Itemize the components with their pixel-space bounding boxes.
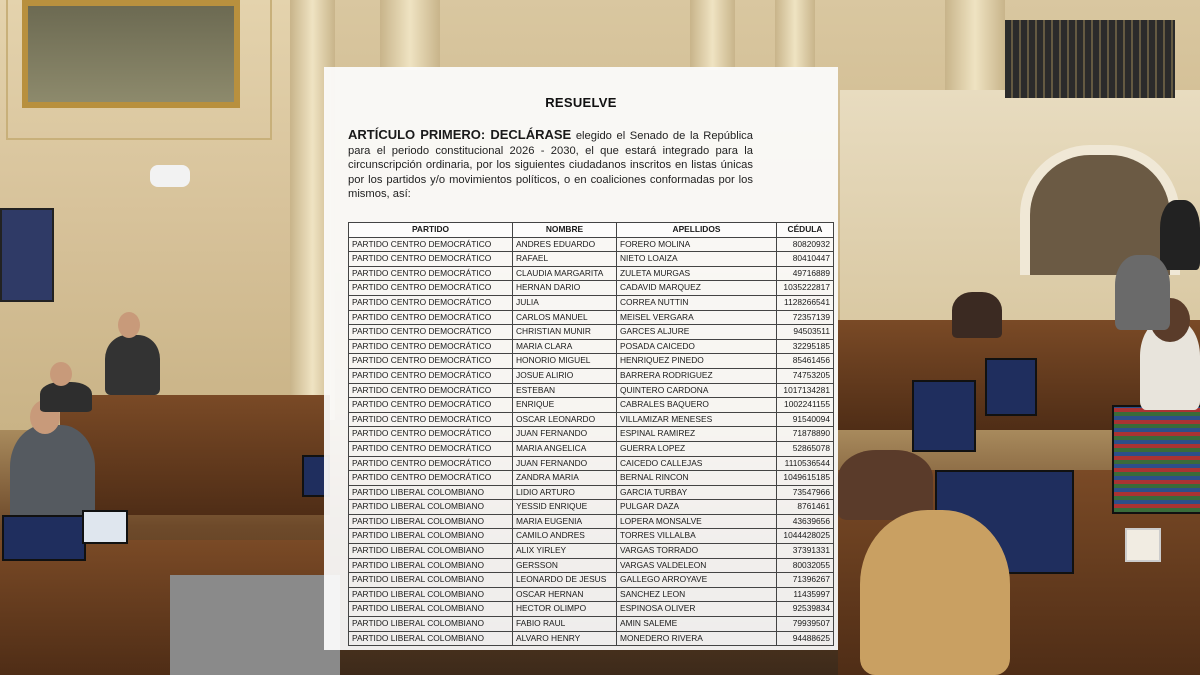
cell-cedula: 1110536544 [777,456,834,471]
cell-cedula: 1035222817 [777,281,834,296]
cell-partido: PARTIDO CENTRO DEMOCRÁTICO [349,237,513,252]
table-body [349,237,834,646]
cell-cedula: 94503511 [777,325,834,340]
cell-partido: PARTIDO CENTRO DEMOCRÁTICO [349,456,513,471]
cell-apellidos: BERNAL RINCON [617,471,777,486]
cell-cedula: 91540094 [777,412,834,427]
cell-apellidos: GALLEGO ARROYAVE [617,573,777,588]
wooden-desk [60,395,330,515]
cell-cedula: 72357139 [777,310,834,325]
table-row [349,252,834,267]
person [40,382,92,412]
cell-nombre: OSCAR LEONARDO [513,412,617,427]
table-row [349,325,834,340]
cell-apellidos: HENRIQUEZ PINEDO [617,354,777,369]
cell-cedula: 80820932 [777,237,834,252]
cell-apellidos: ESPINAL RAMIREZ [617,427,777,442]
cell-nombre: HERNAN DARIO [513,281,617,296]
cell-cedula: 1002241155 [777,398,834,413]
senators-table [348,222,834,646]
table-row [349,237,834,252]
table-header-row [349,223,834,238]
table-row [349,500,834,515]
security-camera [150,165,190,187]
cell-nombre: ENRIQUE [513,398,617,413]
cell-nombre: CLAUDIA MARGARITA [513,266,617,281]
cell-apellidos: GARCES ALJURE [617,325,777,340]
archway [1020,145,1180,275]
cell-nombre: JUAN FERNANDO [513,427,617,442]
cell-partido: PARTIDO CENTRO DEMOCRÁTICO [349,339,513,354]
cell-apellidos: NIETO LOAIZA [617,252,777,267]
cell-nombre: ESTEBAN [513,383,617,398]
cell-cedula: 43639656 [777,514,834,529]
cell-apellidos: GARCIA TURBAY [617,485,777,500]
cell-cedula: 52865078 [777,441,834,456]
cell-partido: PARTIDO LIBERAL COLOMBIANO [349,529,513,544]
table-row [349,587,834,602]
desk-monitor [2,515,86,561]
cell-apellidos: CORREA NUTTIN [617,295,777,310]
cell-partido: PARTIDO CENTRO DEMOCRÁTICO [349,441,513,456]
cell-nombre: HECTOR OLIMPO [513,602,617,617]
table-row [349,544,834,559]
cell-partido: PARTIDO LIBERAL COLOMBIANO [349,514,513,529]
table-row [349,368,834,383]
cell-partido: PARTIDO CENTRO DEMOCRÁTICO [349,427,513,442]
cell-partido: PARTIDO LIBERAL COLOMBIANO [349,587,513,602]
cell-partido: PARTIDO LIBERAL COLOMBIANO [349,500,513,515]
table-row [349,573,834,588]
person-head [118,312,140,338]
table-row [349,529,834,544]
person [1115,255,1170,330]
cell-partido: PARTIDO CENTRO DEMOCRÁTICO [349,325,513,340]
table-row [349,412,834,427]
cell-partido: PARTIDO LIBERAL COLOMBIANO [349,558,513,573]
cell-apellidos: POSADA CAICEDO [617,339,777,354]
cell-partido: PARTIDO LIBERAL COLOMBIANO [349,631,513,646]
cell-cedula: 32295185 [777,339,834,354]
cell-cedula: 37391331 [777,544,834,559]
cell-cedula: 1049615185 [777,471,834,486]
table-row [349,514,834,529]
desk-monitor [985,358,1037,416]
table-row [349,383,834,398]
cell-nombre: ANDRES EDUARDO [513,237,617,252]
cell-apellidos: QUINTERO CARDONA [617,383,777,398]
cell-partido: PARTIDO CENTRO DEMOCRÁTICO [349,252,513,267]
table-row [349,266,834,281]
person [860,510,1010,675]
cell-partido: PARTIDO LIBERAL COLOMBIANO [349,617,513,632]
cell-apellidos: CABRALES BAQUERO [617,398,777,413]
cell-partido: PARTIDO CENTRO DEMOCRÁTICO [349,398,513,413]
senators-table-container [348,222,833,646]
cell-cedula: 49716889 [777,266,834,281]
cell-nombre: LEONARDO DE JESUS [513,573,617,588]
cell-apellidos: VILLAMIZAR MENESES [617,412,777,427]
table-row [349,281,834,296]
cell-nombre: YESSID ENRIQUE [513,500,617,515]
table-row [349,558,834,573]
cell-nombre: JUAN FERNANDO [513,456,617,471]
cell-apellidos: VARGAS TORRADO [617,544,777,559]
cell-cedula: 8761461 [777,500,834,515]
header-nombre: NOMBRE [513,223,617,238]
table-row [349,339,834,354]
cell-apellidos: MEISEL VERGARA [617,310,777,325]
cell-apellidos: VARGAS VALDELEON [617,558,777,573]
table-row [349,310,834,325]
table-row [349,427,834,442]
cell-cedula: 71396267 [777,573,834,588]
cell-nombre: CHRISTIAN MUNIR [513,325,617,340]
balcony-railing [1005,20,1175,98]
cell-apellidos: MONEDERO RIVERA [617,631,777,646]
person [1160,200,1200,270]
person [105,335,160,395]
table-row [349,441,834,456]
cell-cedula: 94488625 [777,631,834,646]
cell-apellidos: LOPERA MONSALVE [617,514,777,529]
cell-apellidos: BARRERA RODRIGUEZ [617,368,777,383]
cell-apellidos: FORERO MOLINA [617,237,777,252]
cell-cedula: 80032055 [777,558,834,573]
table-row [349,295,834,310]
cell-cedula: 11435997 [777,587,834,602]
cell-cedula: 73547966 [777,485,834,500]
paper-cup [1125,528,1161,562]
table-row [349,485,834,500]
cell-partido: PARTIDO CENTRO DEMOCRÁTICO [349,412,513,427]
table-row [349,398,834,413]
cell-partido: PARTIDO LIBERAL COLOMBIANO [349,573,513,588]
cell-cedula: 92539834 [777,602,834,617]
cell-apellidos: ESPINOSA OLIVER [617,602,777,617]
cell-cedula: 85461456 [777,354,834,369]
cell-apellidos: PULGAR DAZA [617,500,777,515]
cell-nombre: JOSUE ALIRIO [513,368,617,383]
cell-partido: PARTIDO LIBERAL COLOMBIANO [349,544,513,559]
stone-column [690,0,735,70]
cell-cedula: 1128266541 [777,295,834,310]
person-head [50,362,72,386]
article-text: elegido el Senado de la República para el periodo constitucional 2026 - 2030, el que estará integrado para la circunscripción ordinaria, por los siguientes ciudadanos inscritos en listas únicas por los partidos y/o movimientos políticos, o en coaliciones conformadas por los mismos, así: [348,130,753,201]
cell-partido: PARTIDO LIBERAL COLOMBIANO [349,602,513,617]
article-paragraph [348,128,753,202]
cell-apellidos: SANCHEZ LEON [617,587,777,602]
cell-nombre: LIDIO ARTURO [513,485,617,500]
wall-painting [22,0,240,108]
cell-nombre: OSCAR HERNAN [513,587,617,602]
person [952,292,1002,338]
cell-partido: PARTIDO LIBERAL COLOMBIANO [349,485,513,500]
table-row [349,354,834,369]
desk-monitor [82,510,128,544]
cell-partido: PARTIDO CENTRO DEMOCRÁTICO [349,310,513,325]
resolution-document [324,67,838,650]
stone-column [380,0,440,70]
table-row [349,471,834,486]
cell-apellidos: CAICEDO CALLEJAS [617,456,777,471]
desk-monitor [1112,405,1200,514]
cell-partido: PARTIDO CENTRO DEMOCRÁTICO [349,354,513,369]
carpet-floor [170,575,340,675]
cell-partido: PARTIDO CENTRO DEMOCRÁTICO [349,471,513,486]
header-apellidos: APELLIDOS [617,223,777,238]
table-row [349,617,834,632]
cell-partido: PARTIDO CENTRO DEMOCRÁTICO [349,383,513,398]
cell-nombre: MARIA CLARA [513,339,617,354]
cell-partido: PARTIDO CENTRO DEMOCRÁTICO [349,368,513,383]
cell-apellidos: AMIN SALEME [617,617,777,632]
cell-nombre: JULIA [513,295,617,310]
cell-cedula: 74753205 [777,368,834,383]
cell-nombre: CARLOS MANUEL [513,310,617,325]
cell-nombre: MARIA EUGENIA [513,514,617,529]
cell-nombre: RAFAEL [513,252,617,267]
cell-apellidos: CADAVID MARQUEZ [617,281,777,296]
cell-nombre: ALIX YIRLEY [513,544,617,559]
cell-nombre: HONORIO MIGUEL [513,354,617,369]
header-cedula: CÉDULA [777,223,834,238]
wall-screen [0,208,54,302]
cell-nombre: GERSSON [513,558,617,573]
table-row [349,631,834,646]
cell-nombre: ZANDRA MARIA [513,471,617,486]
desk-monitor [912,380,976,452]
cell-apellidos: GUERRA LOPEZ [617,441,777,456]
table-row [349,602,834,617]
table-row [349,456,834,471]
cell-cedula: 1017134281 [777,383,834,398]
cell-nombre: MARIA ANGELICA [513,441,617,456]
cell-partido: PARTIDO CENTRO DEMOCRÁTICO [349,266,513,281]
cell-nombre: CAMILO ANDRES [513,529,617,544]
cell-apellidos: TORRES VILLALBA [617,529,777,544]
cell-cedula: 80410447 [777,252,834,267]
article-lead: ARTÍCULO PRIMERO: DECLÁRASE [348,127,572,142]
document-heading: RESUELVE [545,95,617,110]
cell-apellidos: ZULETA MURGAS [617,266,777,281]
cell-partido: PARTIDO CENTRO DEMOCRÁTICO [349,295,513,310]
stone-column [775,0,815,70]
cell-cedula: 79939507 [777,617,834,632]
header-partido: PARTIDO [349,223,513,238]
cell-cedula: 71878890 [777,427,834,442]
cell-nombre: FABIO RAUL [513,617,617,632]
cell-partido: PARTIDO CENTRO DEMOCRÁTICO [349,281,513,296]
cell-cedula: 1044428025 [777,529,834,544]
cell-nombre: ALVARO HENRY [513,631,617,646]
